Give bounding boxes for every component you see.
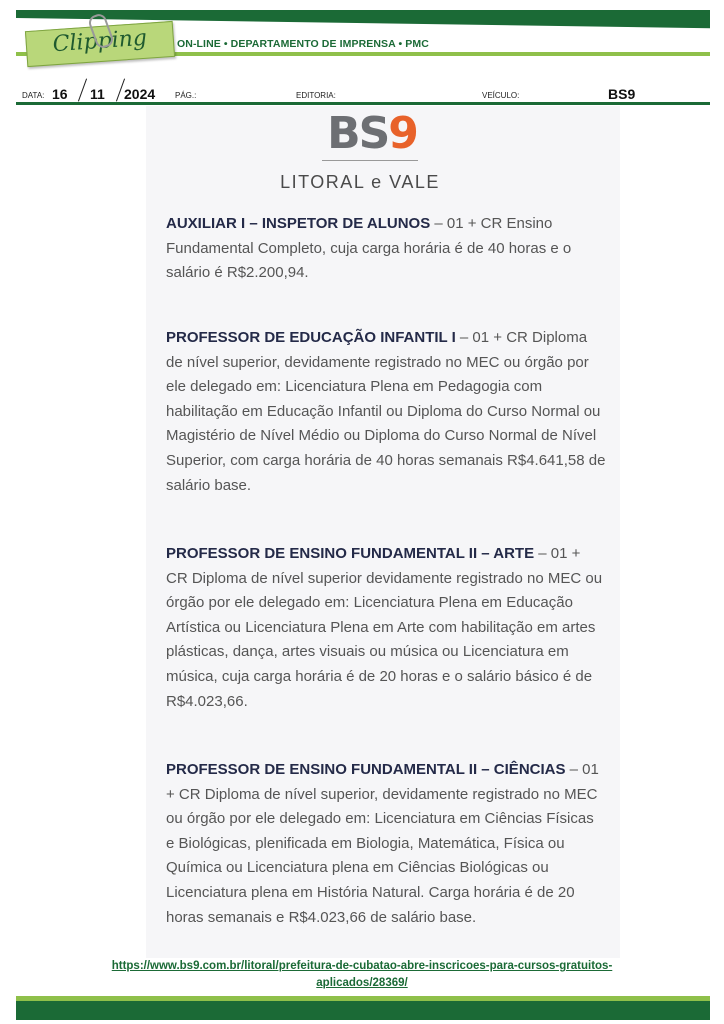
vehicle-label: VEÍCULO: — [482, 91, 520, 100]
vehicle-value: BS9 — [608, 86, 636, 102]
job-item — [166, 758, 606, 930]
source-url-line-2[interactable]: aplicados/28369/ — [316, 977, 408, 989]
job-item-title: AUXILIAR I – INSPETOR DE ALUNOS — [166, 215, 431, 232]
logo-text-accent: 9 — [388, 108, 417, 159]
source-url-line-1[interactable]: https://www.bs9.com.br/litoral/prefeitura-de-cubatao-abre-inscricoes-para-cursos-gratuitos- — [111, 960, 613, 972]
logo-subtitle: LITORAL e VALE — [280, 172, 440, 192]
job-item-body: – 01 + CR Diploma de nível superior, devidamente registrado no MEC ou órgão por ele delegado em: Licenciatura Plena em Pedagogia com habilitação em Educação Infantil ou Diploma do Curso Normal ou Magistério de Nível Médio ou Diploma do Curso Normal de Nível Superior, com carga horária de 40 horas semanais R$4.641,58 de salário base. — [166, 329, 606, 494]
clipping-tag-label: Clipping — [51, 25, 148, 58]
date-day: 16 — [52, 86, 68, 102]
date-separator — [78, 79, 87, 102]
bs9-logo — [320, 110, 424, 162]
job-item-body: – 01 + CR Ensino Fundamental Completo, cuja carga horária é de 40 horas e o salário é R$2.200,94. — [166, 215, 572, 282]
job-item-body: – 01 + CR Diploma de nível superior devidamente registrado no MEC ou órgão por ele delegado em: Licenciatura Plena em Educação Artística ou Licenciatura Plena em Arte com habilitação em artes plásticas, dança, artes visuais ou música ou Licenciatura em música, cuja carga horária é de 20 horas e o salário básico é de R$4.023,66. — [166, 545, 603, 710]
footer-bar — [16, 1001, 710, 1020]
page-label: PÁG.: — [175, 91, 197, 100]
date-month: 11 — [90, 86, 105, 102]
job-item — [166, 326, 606, 498]
job-item-body: – 01 + CR Diploma de nível superior, devidamente registrado no MEC ou órgão por ele delegado em: Licenciatura em Ciências Físicas e Biológicas, plenificada em Biologia, Matemática, Física ou Química ou Licenciatura plena em Ciências Biológicas ou Licenciatura plena em História Natural. Carga horária é de 20 horas semanais e R$4.023,66 de salário base. — [166, 761, 599, 926]
job-item — [166, 542, 606, 714]
department-line: ON-LINE • DEPARTAMENTO DE IMPRENSA • PMC — [177, 38, 429, 50]
logo-text-main: BS — [327, 108, 389, 159]
logo-divider — [322, 160, 418, 161]
job-item — [166, 212, 606, 286]
metadata-rule — [16, 102, 710, 105]
date-year: 2024 — [124, 86, 156, 102]
editorial-label: EDITORIA: — [296, 91, 336, 100]
job-item-title: PROFESSOR DE ENSINO FUNDAMENTAL II – CIÊNCIAS — [166, 761, 566, 778]
job-item-title: PROFESSOR DE EDUCAÇÃO INFANTIL I — [166, 329, 456, 346]
source-url-link[interactable] — [40, 958, 684, 992]
date-label: DATA: — [22, 91, 45, 100]
metadata-row — [16, 84, 710, 104]
job-item-title: PROFESSOR DE ENSINO FUNDAMENTAL II – ARTE — [166, 545, 535, 562]
